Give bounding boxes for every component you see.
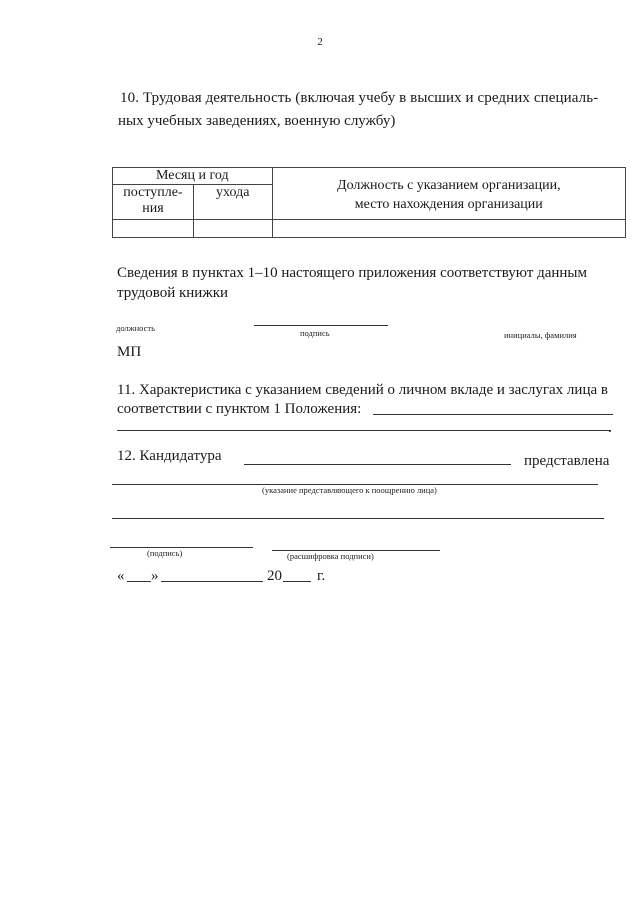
table-cell[interactable]: [113, 220, 194, 238]
page-number: 2: [317, 36, 323, 48]
name-caption: инициалы, фамилия: [504, 330, 577, 340]
date-day-field[interactable]: [127, 581, 151, 582]
col-end-header: ухода: [193, 185, 272, 220]
presented-label: представлена: [524, 453, 610, 469]
section-10-line-2: ных учебных заведениях, военную службу): [118, 113, 396, 129]
date-quote-close: »: [151, 568, 159, 584]
date-row: [117, 566, 337, 588]
candidate-field[interactable]: [244, 464, 511, 465]
position-caption: должность: [116, 323, 155, 333]
section-12-label: 12. Кандидатура: [117, 448, 222, 464]
info-line-1: Сведения в пунктах 1–10 настоящего приложения соответствуют данным: [117, 265, 587, 281]
date-year-prefix: 20: [267, 568, 282, 584]
signature-caption: подпись: [300, 328, 330, 338]
table-cell[interactable]: [193, 220, 272, 238]
section-11-end-dot: .: [608, 420, 612, 436]
position-header-line-2: место нахождения организации: [354, 196, 543, 212]
info-line-2: трудовой книжки: [117, 285, 229, 301]
date-quote-open: «: [117, 568, 125, 584]
decode-caption: (расшифровка подписи): [287, 551, 374, 561]
section-11-line-2: соответствии с пунктом 1 Положения:: [117, 401, 362, 417]
section-11-line-1: 11. Характеристика с указанием сведений о личном вкладе и заслугах лица в: [117, 382, 608, 398]
work-history-table: [112, 167, 626, 238]
date-month-field[interactable]: [161, 581, 263, 582]
section-11-field-2[interactable]: [117, 430, 611, 431]
presenter-caption: (указание представляющего к поощрению лица): [262, 485, 437, 495]
section-11-field-1[interactable]: [373, 414, 613, 415]
position-header: [272, 168, 625, 220]
date-year-field[interactable]: [283, 581, 311, 582]
signature-caption-2: (подпись): [147, 548, 183, 558]
position-header-line-1: Должность с указанием организации,: [337, 177, 561, 193]
extra-field[interactable]: [112, 518, 604, 519]
stamp-place-label: МП: [117, 344, 142, 360]
table-cell[interactable]: [272, 220, 625, 238]
section-10-line-1: 10. Трудовая деятельность (включая учебу в высших и средних специаль-: [120, 90, 599, 106]
col-start-header: поступле- ния: [113, 185, 194, 220]
date-year-suffix: г.: [317, 568, 326, 584]
signature-line[interactable]: [254, 325, 388, 326]
month-year-header: Месяц и год: [113, 168, 273, 185]
